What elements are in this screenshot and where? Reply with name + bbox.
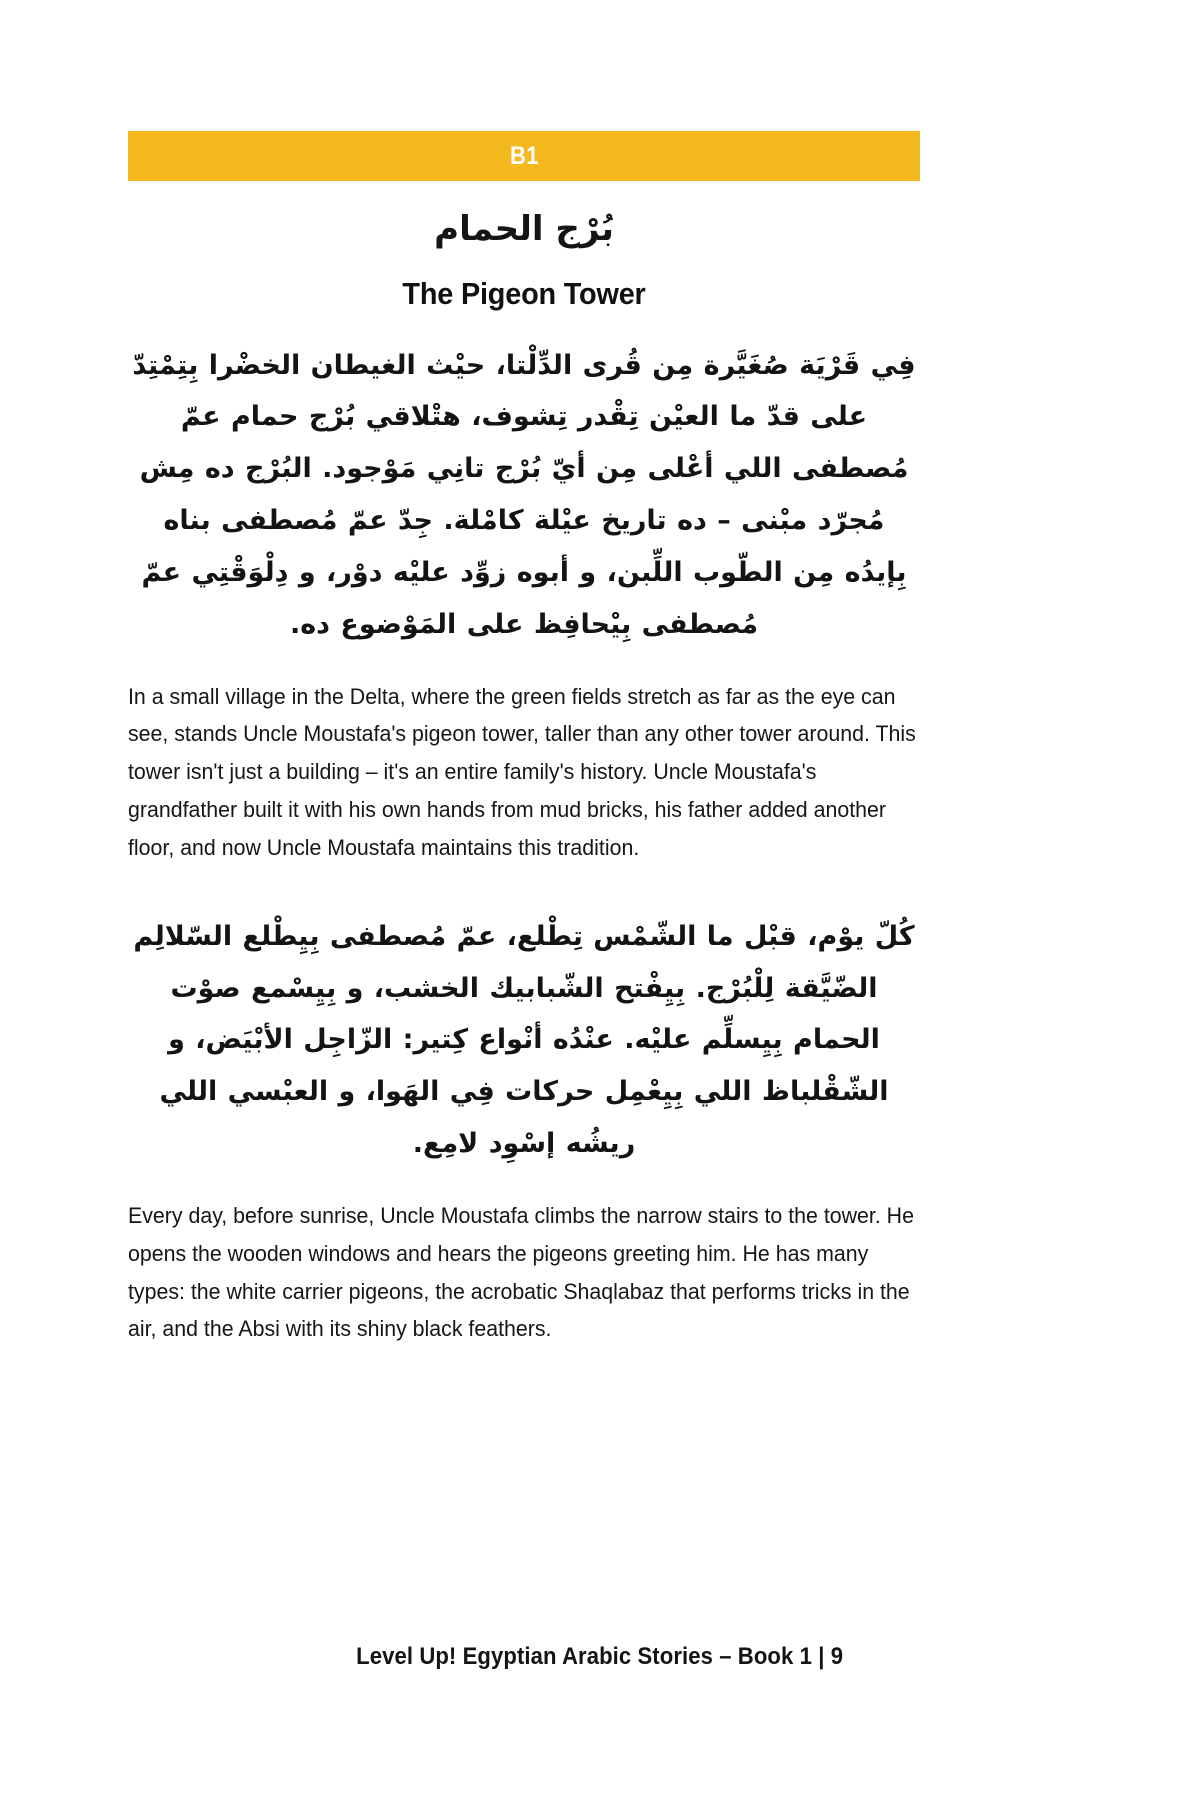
page-footer <box>0 1643 1200 1671</box>
page-content-column <box>128 0 920 1370</box>
story-title-english: The Pigeon Tower <box>402 275 646 311</box>
story-passage-arabic-2: كل يوم، قبل ما الشمس تطلع، عم مصطفى بيطلع السلالم الضيقة للبرج. بيفتح الشبابيك الخشب، و بيسمع صوت الحمام بيسلم عليه. عنده أنواع كتير: الزاجل الأبيض، و الشقلباظ اللي بيعمل حركات في الهوا، و العبسي اللي ريشه إسود لامع. <box>133 920 915 1160</box>
story-passage-english-2: Every day, before sunrise, Uncle Moustafa climbs the narrow stairs to the tower. He opens the wooden windows and hears the pigeons greeting him. He has many types: the white carrier pigeons, the acrobatic Shaqlabaz that performs tricks in the air, and the Absi with its shiny black feathers. <box>128 1202 914 1342</box>
story-title-arabic: برج الحمام <box>434 209 614 249</box>
story-passage-arabic-1: في قرية صغيرة من قرى الدلتا، حيث الغيطان الخضرا بتمتد على قد ما العين تقدر تشوف، هتلاقي برج حمام عم مصطفى اللي أعلى من أي برج تاني موجود. البرج ده مش مجرد مبنى – ده تاريخ عيلة كاملة. جد عم مصطفى بناه بإيده من الطوب اللبن، و أبوه زود عليه دور، و دلوقتي عم مصطفى بيحافظ على الموضوع ده. <box>132 349 916 640</box>
footer-label: Level Up! Egyptian Arabic Stories – Book 1 | 9 <box>356 1643 844 1670</box>
level-badge-banner <box>128 131 920 181</box>
story-passage-english-1: In a small village in the Delta, where the green fields stretch as far as the eye can see, stands Uncle Moustafa's pigeon tower, taller than any other tower around. This tower isn't just a building – it's an entire family's history. Uncle Moustafa's grandfather built it with his own hands from mud bricks, his father added another floor, and now Uncle Moustafa maintains this tradition. <box>128 683 916 860</box>
level-badge-label: B1 <box>509 141 539 170</box>
